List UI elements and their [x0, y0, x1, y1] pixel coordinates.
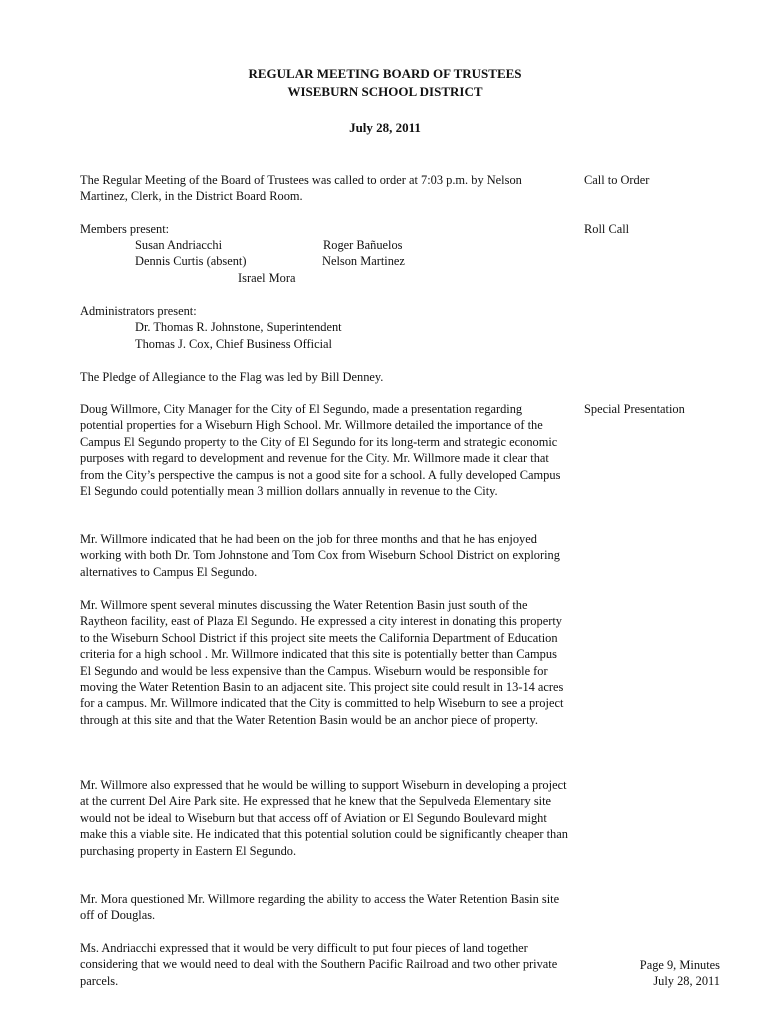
member-name: Roger Bañuelos: [323, 238, 403, 252]
administrators-label: Administrators present:: [80, 304, 197, 318]
footer-date: July 28, 2011: [653, 974, 720, 988]
document-title: REGULAR MEETING BOARD OF TRUSTEES: [248, 66, 522, 81]
presentation-paragraph: Mr. Willmore spent several minutes discussing the Water Retention Basin just south of the Raytheon facility, east of Plaza El Segundo. He expressed a city interest in donating this property to the Wiseburn School District if this project site meets the California Department of Education criteria for a high school . Mr. Willmore indicated that this site is potentially better than Campus El Segundo and would be less expensive than the Campus. Wiseburn would be responsible for moving the Water Retention Basin to an adjacent site. This project site could result in 13-14 acres for a campus. Mr. Willmore indicated that the City is committed to help Wiseburn to see a project through at this site and that the Water Retention Basin would be an anchor piece of property.: [80, 598, 564, 727]
special-presentation-label: Special Presentation: [584, 402, 685, 416]
administrator-name: Thomas J. Cox, Chief Business Official: [135, 337, 332, 351]
presentation-paragraph: Ms. Andriacchi expressed that it would be very difficult to put four pieces of land together considering that we would need to deal with the Southern Pacific Railroad and two other private parcels.: [80, 941, 558, 988]
page-number: Page 9, Minutes: [639, 958, 720, 972]
presentation-paragraph: Mr. Willmore indicated that he had been on the job for three months and that he has enjoyed working with both Dr. Tom Johnstone and Tom Cox from Wiseburn School District on exploring alternatives to Campus El Segundo.: [80, 532, 560, 579]
call-to-order-label: Call to Order: [584, 173, 650, 187]
member-name: Dennis Curtis (absent): [135, 254, 247, 268]
call-to-order-text: The Regular Meeting of the Board of Trustees was called to order at 7:03 p.m. by Nelson Martinez, Clerk, in the District Board Room.: [80, 173, 522, 204]
pledge-text: The Pledge of Allegiance to the Flag was led by Bill Denney.: [80, 370, 384, 384]
presentation-paragraph: Doug Willmore, City Manager for the City of El Segundo, made a presentation regarding potential properties for a Wiseburn High School. Mr. Willmore detailed the importance of the Campus El Segundo property to the City of El Segundo for its long-term and strategic economic purposes with regard to development and revenue for the City. Mr. Willmore made it clear that from the City’s perspective the campus is not a good site for a school. A fully developed Campus El Segundo could potentially mean 3 million dollars annually in revenue to the City.: [80, 402, 561, 499]
presentation-paragraph: Mr. Willmore also expressed that he would be willing to support Wiseburn in developing a project at the current Del Aire Park site. He expressed that he knew that the Sepulveda Elementary site would not be ideal to Wiseburn but that access off of Aviation or El Segundo Boulevard might make this a viable site. He indicated that this potential solution could be significantly cheaper than purchasing property in Eastern El Segundo.: [80, 778, 568, 858]
members-present-label: Members present:: [80, 222, 170, 236]
roll-call-label: Roll Call: [584, 222, 630, 236]
member-name: Susan Andriacchi: [135, 238, 223, 252]
administrator-name: Dr. Thomas R. Johnstone, Superintendent: [135, 320, 342, 334]
meeting-date: July 28, 2011: [349, 120, 421, 135]
member-name: Israel Mora: [238, 271, 296, 285]
district-name: WISEBURN SCHOOL DISTRICT: [287, 84, 483, 99]
presentation-paragraph: Mr. Mora questioned Mr. Willmore regarding the ability to access the Water Retention Basin site off of Douglas.: [80, 892, 560, 923]
member-name: Nelson Martinez: [322, 254, 405, 268]
